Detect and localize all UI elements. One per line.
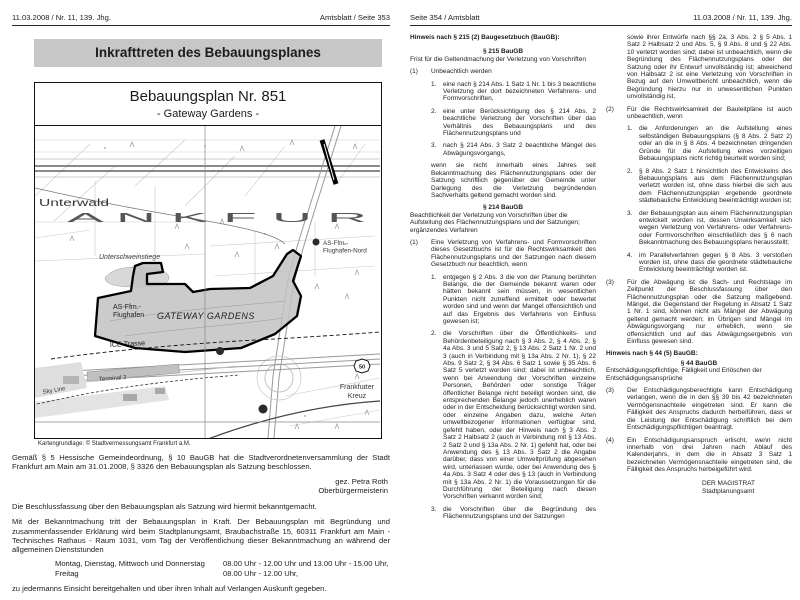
map-label-unterschweinstiege: Unterschweinstiege bbox=[99, 254, 161, 261]
map-figure bbox=[34, 82, 382, 439]
paragraph-44-3 bbox=[606, 387, 792, 431]
paragraph-number: (3) bbox=[606, 387, 614, 395]
paragraph-text: Für die Abwägung ist die Sach- und Rechtslage im Zeitpunkt der Beschlussfassung über den Flächennutzungsplan oder die Satzung maßgebend. Mängel, die Gegenstand der Regelung in Absatz 1 Satz 1 Nr. 1 sind, können nicht als Mängel der Abwägung geltend gemacht werden; im Übrigen sind Mängel im Abwägungsvorgang nur erheblich, wenn sie offensichtlich und auf das Abwägungsergebnis von Einfluss gewesen sind. bbox=[627, 278, 792, 346]
motorway-a3 bbox=[35, 354, 380, 388]
list-item bbox=[431, 506, 596, 521]
item-text: eine unter Berücksichtigung des § 214 Abs. 2 beachtliche Verletzung der Vorschriften über das Verhältnis des Bebauungsplans und des Flächennutzungsplans und bbox=[443, 107, 596, 138]
map-label-as-sued-1: AS-Ffm.- bbox=[113, 304, 141, 311]
paragraph-text: Unbeachtlich werden bbox=[431, 68, 492, 76]
item-number: 3. bbox=[431, 142, 437, 150]
item-text: nach § 214 Abs. 3 Satz 2 beachtliche Mängel des Abwägungsvorgangs, bbox=[443, 142, 596, 157]
map-title: Bebauungsplan Nr. 851 bbox=[129, 88, 287, 105]
signature-name: DER MAGISTRAT bbox=[702, 479, 755, 487]
article-title: Inkrafttreten des Bebauungsplanes bbox=[34, 39, 382, 67]
header-date: 11.03.2008 / Nr. 11, 139. Jhg. bbox=[12, 13, 111, 22]
paragraph-44-4 bbox=[606, 437, 792, 474]
notice-44-heading: Hinweis nach § 44 (5) BauGB: bbox=[606, 350, 698, 358]
item-text: die Vorschriften über die Öffentlichkeits- und Behördenbeteiligung nach § 3 Abs. 2, § 4 Abs. 2, § 4a Abs. 3 und 5 Satz 2, § 13 Abs. 2 Satz 1 Nr. 2 und 3 (auch in Verbindung mit § 13a Abs. 2 Nr. 1), § 22 Abs. 9 Satz 2, § 34 Abs. 6 Satz 1 sowie § 35 Abs. 6 Satz 5 verletzt worden sind; dabei ist unbeachtlich, wenn bei Anwendung der Vorschriften einzelne Personen, Behörden oder sonstige Träger öffentlicher Belange nicht beteiligt worden sind, die entsprechenden Belange jedoch unerheblich waren oder in der Entscheidung berücksichtigt worden sind, oder einzelne Angaben dazu, welche Arten umweltbezogener Informationen verfügbar sind, gefehlt haben, oder der Hinweis nach § 3 Abs. 2 Satz 2 Halbsatz 2 (auch in Verbindung mit § 13 Abs. 2 Satz 2 und § 13a Abs. 2 Nr. 1) gefehlt hat, oder bei Anwendung des § 13 Abs. 3 Satz 2 die Angabe darüber, dass von einer Umweltprüfung abgesehen wird, unterlassen wurde, oder bei Anwendung des § 4a Abs. 3 Satz 4 oder des § 13 (auch in Verbindung mit § 13a Abs. 2 Nr. 1) die Voraussetzungen für die Durchführung der Beteiligung nach diesen Vorschriften verkannt worden sind; bbox=[443, 330, 596, 501]
signature-title: Oberbürgermeisterin bbox=[318, 486, 388, 496]
item-number: 1. bbox=[627, 125, 633, 133]
list-item bbox=[627, 168, 792, 205]
map-label-as-nord-1: AS-Ffm.- bbox=[323, 240, 349, 247]
list-item bbox=[431, 108, 596, 138]
road-badge-icon bbox=[259, 405, 268, 414]
signature-title: Stadtplanungsamt bbox=[702, 487, 755, 495]
item-text: im Parallelverfahren gegen § 8 Abs. 3 verstoßen worden ist, ohne dass die geordnete städtebauliche Entwicklung beeinträchtigt worden ist. bbox=[639, 251, 792, 274]
item-number: 3. bbox=[627, 209, 633, 217]
notice-215-heading: Hinweis nach § 215 (2) Baugesetzbuch (BauGB): bbox=[410, 34, 560, 41]
hours-days: Montag, Dienstag, Mittwoch und Donnerstag bbox=[55, 558, 205, 568]
map-caption: Kartengrundlage: © Stadtvermessungsamt Frankfurt a.M. bbox=[38, 441, 191, 447]
paragraph-1 bbox=[410, 239, 596, 269]
road-badge-50-label: 50 bbox=[358, 364, 366, 371]
map-label-ice-trasse: ICE-Trasse bbox=[109, 340, 146, 349]
paragraph-number: (3) bbox=[606, 278, 614, 286]
list-item bbox=[627, 210, 792, 247]
item-number: 1. bbox=[431, 273, 437, 281]
item-text: eine nach § 214 Abs. 1 Satz 1 Nr. 1 bis 3 beachtliche Verletzung der dort bezeichneten Verfahrens- und Formvorschriften, bbox=[443, 80, 596, 103]
map-label-as-nord-2: Flughafen-Nord bbox=[323, 247, 367, 255]
magistrat-signature bbox=[702, 480, 792, 496]
law-215-subtitle: Frist für die Geltendmachung der Verletzung von Vorschriften bbox=[410, 55, 586, 63]
map-label-sky-line: Sky Line bbox=[42, 386, 67, 396]
map-label-as-sued-2: Flughafen bbox=[113, 312, 145, 319]
paragraph-number: (1) bbox=[410, 68, 418, 76]
header-page-number: Amtsblatt / Seite 353 bbox=[319, 13, 390, 22]
continuation-clause: sowie ihrer Entwürfe nach §§ 2a, 3 Abs. 2 § 5 Abs. 1 Satz 2 Halbsatz 2 und Abs. 5, § 9 Abs. 8 und § 22 Abs. 10 verletzt worden sind; dabei ist unbeachtlich, wenn die Begründung des Flächennutzungsplans oder der Satzung oder ihr Entwurf unvollständig ist; abweichend von Halbsatz 2 ist eine Verletzung von Vorschriften in Bezug auf den Umweltbericht unbeachtlich, wenn die Begründung hierzu nur in unwesentlichen Punkten unvollständig ist, bbox=[627, 34, 792, 101]
item-number: 2. bbox=[627, 167, 633, 175]
item-number: 2. bbox=[431, 107, 437, 115]
hours-time: 08.00 Uhr - 12.00 Uhr und 13.00 Uhr - 15.00 Uhr, bbox=[223, 558, 389, 568]
page-header bbox=[410, 13, 792, 26]
paragraph-number: (2) bbox=[606, 105, 614, 113]
paragraph-text: Für die Rechtswirksamkeit der Bauleitpläne ist auch unbeachtlich, wenn bbox=[627, 105, 792, 121]
list-item bbox=[627, 252, 792, 274]
item-number: 2. bbox=[431, 330, 437, 338]
item-number: 1. bbox=[431, 80, 437, 88]
plan-area-polygon bbox=[95, 250, 301, 352]
legal-column-1 bbox=[410, 34, 596, 526]
list-item bbox=[627, 125, 792, 162]
inspection-paragraph: Mit der Bekanntmachung tritt der Bebauungsplan in Kraft. Der Bebauungsplan mit Begründung und zusammenfassender Erklärung wird beim Stadtplanungsamt, Braubachstraße 15, 60311 Frankfurt am Main - Technisches Rathaus - Raum 1031, vom Tag der Veröffentlichung dieser Bekanntmachung an während der allgemeinen Dienststunden bbox=[12, 517, 390, 555]
road-badge-50 bbox=[354, 359, 370, 373]
list-item bbox=[431, 142, 596, 157]
hours-time: 08.00 Uhr - 12.00 Uhr, bbox=[223, 568, 299, 578]
map-title-block bbox=[35, 83, 381, 126]
item-text: die Anforderungen an die Aufstellung eines selbständigen Bebauungsplans (§ 8 Abs. 2 Satz 2) oder an die in § 8 Abs. 4 bezeichneten dringenden Gründe für die Aufstellung eines vorzeitigen Bebauungsplans nicht richtig beurteilt worden sind; bbox=[639, 125, 792, 163]
paragraph-text: Eine Verletzung von Verfahrens- und Formvorschriften dieses Gesetzbuchs ist für die Rechtswirksamkeit des Flächennutzungsplans und der Satzungen nach diesem Gesetzbuch nur beachtlich, wenn bbox=[431, 238, 596, 269]
legal-column-2 bbox=[606, 34, 792, 526]
law-44-subtitle: Entschädigungspflichtige, Fälligkeit und Erlöschen der Entschädigungsansprüche bbox=[606, 367, 762, 382]
map-label-unterwald: Unterwald bbox=[39, 198, 109, 209]
parcel-lines bbox=[35, 140, 380, 426]
paragraph-3 bbox=[606, 279, 792, 346]
paragraph-text: Der Entschädigungsberechtigte kann Entschädigung verlangen, wenn die in den §§ 39 bis 42 bezeichneten Vermögensnachteile eingetreten sind. Er kann die Fälligkeit des Anspruchs dadurch herbeiführen, dass er die Leistung der Entschädigung schriftlich bei dem Entschädigungspflichtigen beantragt. bbox=[627, 387, 792, 432]
paragraph-number: (1) bbox=[410, 238, 418, 246]
map-label-terminal-2: Terminal 2 bbox=[98, 375, 127, 383]
law-44-title: § 44 BauGB bbox=[680, 359, 718, 367]
item-text: der Bebauungsplan aus einem Flächennutzungsplan entwickelt worden ist, dessen Unwirksamkeit sich wegen Verletzung von Verfahrens- oder Verfahrens- oder Formvorschriften einschließlich des § 6 nach Bekanntmachung des Bebauungsplans herausstellt; bbox=[639, 209, 792, 247]
item-number: 4. bbox=[627, 251, 633, 259]
railway-curve bbox=[208, 401, 380, 438]
law-215-title: § 215 BauGB bbox=[482, 48, 524, 56]
resolution-paragraph: Gemäß § 5 Hessische Gemeindeordnung, § 10 BauGB hat die Stadtverordnetenversammlung der Stadt Frankfurt am Main am 31.01.2008, § 3326 den Bebauungsplan als Satzung beschlossen. bbox=[12, 453, 390, 472]
signature-block bbox=[12, 477, 390, 496]
law-214-subtitle: Beachtlichkeit der Verletzung von Vorschriften über die Aufstellung des Flächennutzungsplans und der Satzungen; ergänzendes Verfahren bbox=[410, 211, 580, 234]
item-text: entgegen § 2 Abs. 3 die von der Planung berührten Belange, die der Gemeinde bekannt waren oder hätten bekannt sein müssen, in wesentlichen Punkten nicht zutreffend ermittelt oder bewertet worden sind und wenn der Mangel offensichtlich und auf das Ergebnis des Verfahrens von Einfluss gewesen ist; bbox=[443, 273, 596, 325]
paragraph-number: (4) bbox=[606, 436, 614, 444]
list-item bbox=[431, 330, 596, 500]
item-text: § 8 Abs. 2 Satz 1 hinsichtlich des Entwickelns des Bebauungsplans aus dem Flächennutzungsplan verletzt worden ist, ohne dass hierbei die sich aus dem Flächennutzungsplan ergebende geordnete städtebauliche Entwicklung beeinträchtigt worden ist; bbox=[639, 167, 792, 205]
hours-days: Freitag bbox=[55, 568, 79, 578]
item-number: 3. bbox=[431, 505, 437, 513]
map-label-gateway-gardens: GATEWAY GARDENS bbox=[157, 311, 255, 321]
office-hours bbox=[55, 559, 390, 578]
signature-name: gez. Petra Roth bbox=[335, 476, 388, 486]
closing-clause: wenn sie nicht innerhalb eines Jahres seit Bekanntmachung des Flächennutzungsplans oder der Satzung schriftlich gegenüber der Gemeinde unter Darlegung des die Verletzung begründenden Sachverhalts geltend gemacht worden sind. bbox=[431, 162, 596, 199]
list-item bbox=[431, 81, 596, 103]
page-header bbox=[12, 13, 390, 26]
map-subtitle: - Gateway Gardens - bbox=[156, 108, 260, 120]
header-date: 11.03.2008 / Nr. 11, 139. Jhg. bbox=[693, 13, 792, 22]
map-label-frankfurt: A N K F U R bbox=[67, 210, 368, 225]
announcement-paragraph: Die Beschlussfassung über den Bebauungsplan als Satzung wird hiermit bekanntgemacht. bbox=[12, 501, 317, 511]
paragraph-text: Ein Entschädigungsanspruch erlischt, wenn nicht innerhalb von drei Jahren nach Ablauf des Kalenderjahrs, in dem die in Absatz 3 Satz 1 bezeichneten Vermögensnachteile eingetreten sind, die Fälligkeit des Anspruchs herbeigeführt wird. bbox=[627, 436, 792, 474]
paragraph-2 bbox=[606, 106, 792, 121]
closing-paragraph: zu jedermanns Einsicht bereitgehalten und über ihren Inhalt auf Verlangen Auskunft gegeben. bbox=[12, 584, 327, 594]
map-label-frankfurter: Frankfurter bbox=[339, 384, 375, 391]
junction-badge-icon bbox=[313, 239, 320, 246]
site-map bbox=[35, 126, 380, 438]
map-label-kreuz: Kreuz bbox=[347, 393, 367, 400]
header-page-number: Seite 354 / Amtsblatt bbox=[410, 13, 480, 22]
list-item bbox=[431, 274, 596, 326]
page-354 bbox=[400, 0, 800, 600]
law-214-title: § 214 BauGB bbox=[482, 204, 524, 212]
item-text: die Vorschriften über die Begründung des Flächennutzungsplans und der Satzungen bbox=[443, 505, 596, 521]
road-badge-icon bbox=[216, 347, 224, 355]
paragraph-1 bbox=[410, 68, 596, 75]
